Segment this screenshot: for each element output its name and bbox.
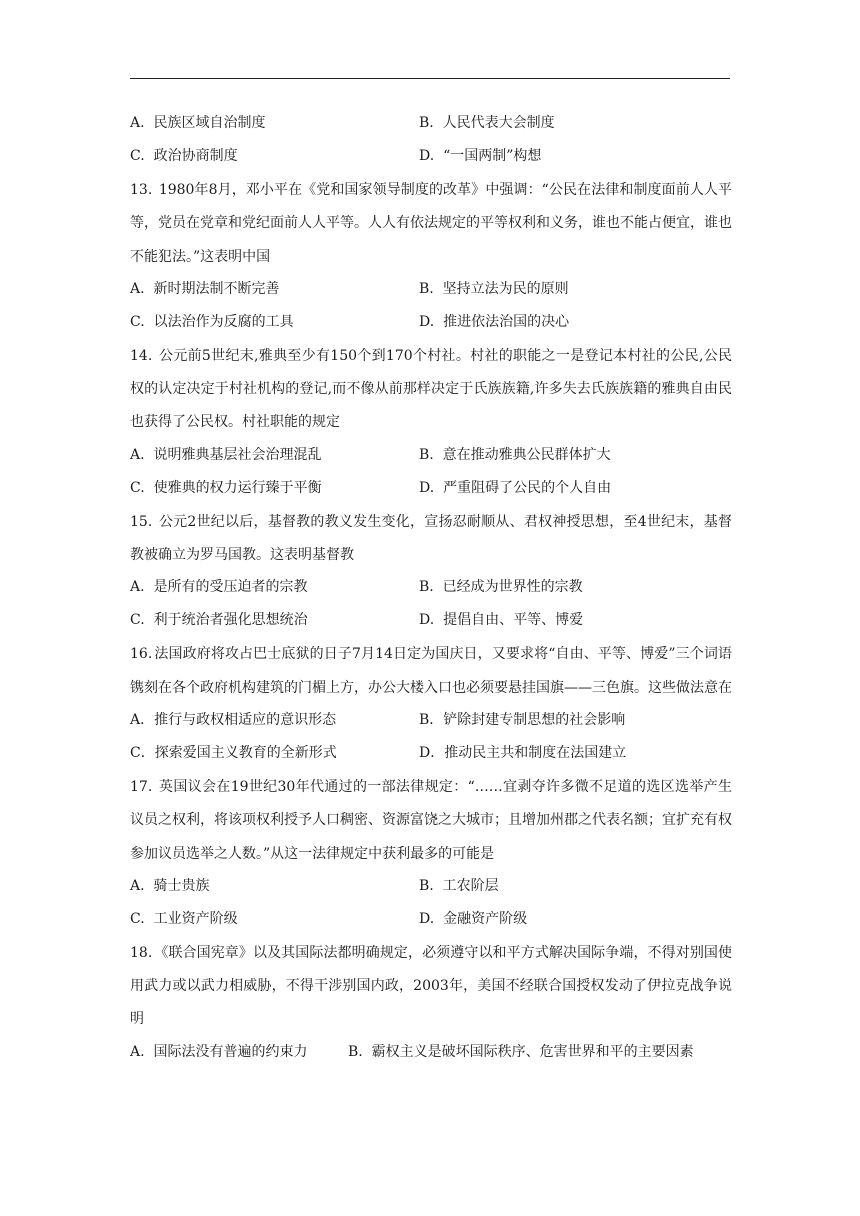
- q15-option-b: B. 已经成为世界性的宗教: [419, 579, 583, 596]
- q13-option-c: C. 以法治作为反腐的工具: [130, 313, 294, 330]
- q18-option-b: B. 霸权主义是破坏国际秩序、危害世界和平的主要因素: [348, 1043, 694, 1060]
- q17-option-d: D. 金融资产阶级: [419, 910, 528, 927]
- q14-option-b: B. 意在推动雅典公民群体扩大: [419, 446, 611, 463]
- question-list: [130, 108, 732, 1070]
- question-18-stem: 18. 《联合国宪章》以及其国际法都明确规定，必须遵守以和平方式解决国际争端，不得对别国使用武力或以武力相威胁，不得干涉别国内政，2003年，美国不经联合国授权发动了伊拉克战争说明: [130, 944, 732, 1028]
- q17-option-row: [130, 871, 732, 904]
- q15-option-row: [130, 572, 732, 605]
- q16-option-row: [130, 705, 732, 738]
- header-rule: [130, 78, 730, 79]
- question-13-stem: 13. 1980年8月，邓小平在《党和国家领导制度的改革》中强调：“公民在法律和制度面前人人平等，党员在党章和党纪面前人人平等。人人有依法规定的平等权利和义务，谁也不能占便宜，谁也不能犯法。”这表明中国: [130, 182, 732, 265]
- question-15-stem: 15. 公元2世纪以后，基督教的教义发生变化，宣扬忍耐顺从、君权神授思想，至4世纪末，基督教被确立为罗马国教。这表明基督教: [130, 513, 733, 564]
- q14-option-c: C. 使雅典的权力运行臻于平衡: [130, 479, 322, 496]
- q18-option-a: A. 国际法没有普遍的约束力: [130, 1043, 308, 1060]
- q16-option-c: C．探索爱国主义教育的全新形式: [130, 744, 337, 761]
- q13-option-a: A. 新时期法制不断完善: [130, 280, 280, 297]
- q17-option-c: C. 工业资产阶级: [130, 910, 238, 927]
- q14-option-row: [130, 440, 732, 473]
- q14-option-row: [130, 473, 732, 506]
- q16-option-d: D．推动民主共和制度在法国建立: [419, 744, 627, 761]
- q15-option-a: A. 是所有的受压迫者的宗教: [130, 579, 308, 596]
- q12-option-c: C. 政治协商制度: [130, 148, 238, 164]
- q18-option-row: [130, 1037, 732, 1070]
- q16-option-b: B．铲除封建专制思想的社会影响: [419, 711, 626, 728]
- q16-option-a: A．推行与政权相适应的意识形态: [130, 711, 337, 728]
- q17-option-b: B. 工农阶层: [419, 877, 499, 894]
- q15-option-c: C. 利于统治者强化思想统治: [130, 612, 308, 629]
- q12-option-b: B. 人民代表大会制度: [419, 115, 555, 131]
- q14-option-d: D. 严重阻碍了公民的个人自由: [419, 479, 612, 496]
- q13-option-d: D. 推进依法治国的决心: [419, 313, 570, 330]
- question-14-stem: 14. 公元前5世纪末,雅典至少有150个到170个村社。村社的职能之一是登记本村社的公民,公民权的认定决定于村社机构的登记,而不像从前那样决定于氏族族籍,许多失去氏族族籍的雅典自由民也获得了公民权。村社职能的规定: [130, 347, 733, 431]
- q17-option-row: [130, 904, 732, 937]
- q14-option-a: A. 说明雅典基层社会治理混乱: [130, 446, 322, 463]
- q17-option-a: A. 骑士贵族: [130, 877, 210, 894]
- q16-option-row: [130, 738, 732, 771]
- q12-option-row: [130, 108, 732, 141]
- q15-option-d: D. 提倡自由、平等、博爱: [419, 612, 584, 629]
- q13-option-row: [130, 274, 732, 307]
- q12-option-d: D. “一国两制”构想: [419, 148, 542, 164]
- question-17-stem: 17. 英国议会在19世纪30年代通过的一部法律规定：“……宜剥夺许多微不足道的选区选举产生议员之权利，将该项权利授予人口稠密、资源富饶之大城市；且增加州郡之代表名额；宜扩充有权参加议员选举之人数。”从这一法律规定中获利最多的可能是: [130, 778, 732, 862]
- q12-option-a: A. 民族区域自治制度: [130, 115, 266, 131]
- q13-option-row: [130, 307, 732, 340]
- question-16-stem: 16. 法国政府将攻占巴士底狱的日子7月14日定为国庆日，又要求将“自由、平等、博爱”三个词语镌刻在各个政府机构建筑的门楣上方，办公大楼入口也必须要悬挂国旗——三色旗。这些做法意在: [130, 646, 732, 696]
- q12-option-row: [130, 141, 732, 174]
- q15-option-row: [130, 605, 732, 638]
- q13-option-b: B. 坚持立法为民的原则: [419, 280, 569, 297]
